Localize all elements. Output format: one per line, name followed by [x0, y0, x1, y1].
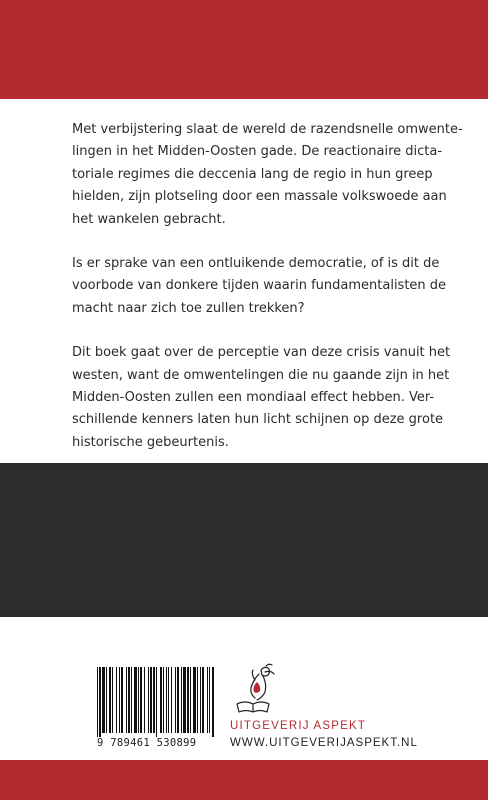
blurb-line: lingen in het Midden-Oosten gade. De reactionaire dicta-: [72, 144, 443, 160]
blurb-line: macht naar zich toe zullen trekken?: [72, 300, 305, 316]
blurb-line: schillende kenners laten hun licht schijnen op deze grote: [72, 412, 444, 428]
blurb-line: westen, want de omwentelingen die nu gaande zijn in het: [72, 367, 450, 383]
blurb-line: het wankelen gebracht.: [72, 211, 226, 227]
blurb-line: toriale regimes die deccenia lang de regio in hun greep: [72, 166, 433, 182]
blurb-line: historische gebeurtenis.: [72, 434, 229, 450]
isbn-barcode: [95, 667, 217, 745]
middle-black-band: [0, 463, 488, 617]
blurb-line: Dit boek gaat over de perceptie van deze crisis vanuit het: [72, 345, 451, 361]
blurb-paragraph-2: [72, 253, 447, 320]
publisher-website: WWW.UITGEVERIJASPEKT.NL: [230, 737, 418, 749]
bottom-red-band: [0, 760, 488, 800]
blurb-line: hielden, zijn plotseling door een massale volkswoede aan: [72, 189, 447, 205]
top-red-band: [0, 0, 488, 99]
barcode-bars: [95, 667, 217, 739]
blurb-line: Met verbijstering slaat de wereld de razendsnelle omwente-: [72, 122, 463, 137]
publisher-name: UITGEVERIJ ASPEKT: [230, 720, 367, 732]
blurb-line: voorbode van donkere tijden waarin fundamentalisten de: [72, 278, 447, 294]
blurb-line: Is er sprake van een ontluikende democratie, of is dit de: [72, 256, 440, 272]
blurb-paragraph-1: [72, 119, 463, 231]
blurb-paragraph-3: [72, 342, 451, 454]
blurb-line: Midden-Oosten zullen een mondiaal effect hebben. Ver-: [72, 390, 435, 406]
back-cover-blurb: [72, 119, 463, 476]
reading-figure-logo-icon: [231, 660, 283, 716]
isbn-number: 9 789461 530899: [97, 737, 221, 749]
